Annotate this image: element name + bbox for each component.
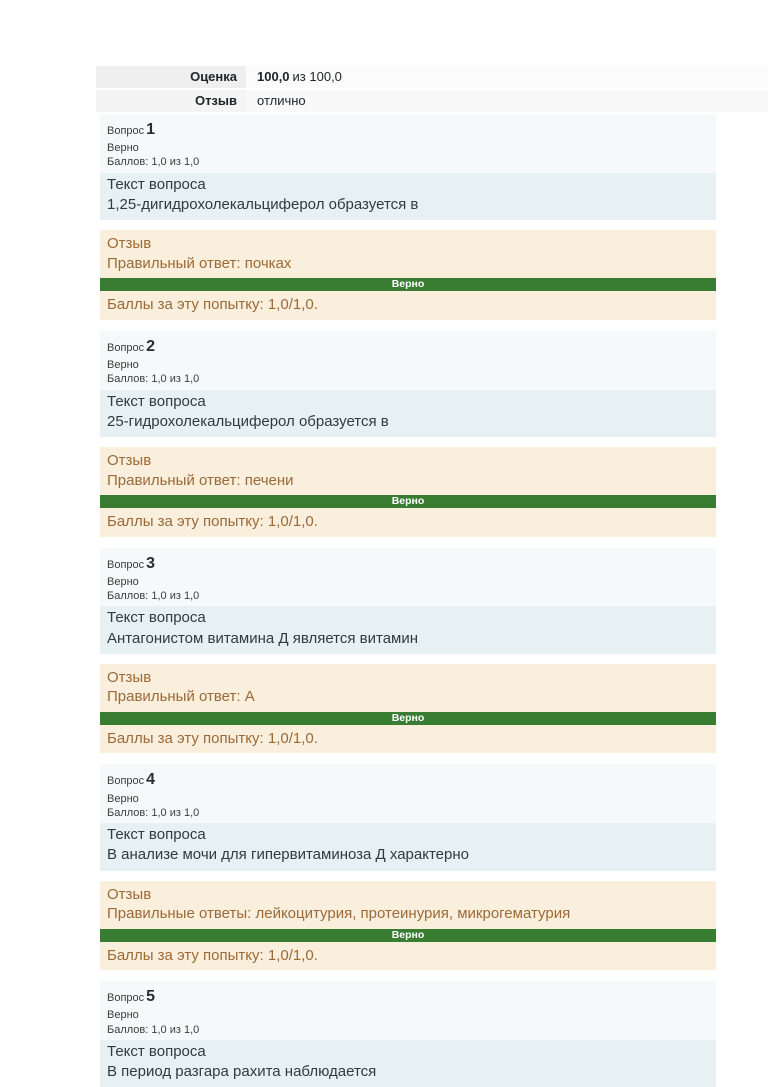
question-text-header: Текст вопроса [107,392,206,410]
question-block-5 [100,981,716,1087]
correct-answer: Правильные ответы: лейкоцитурия, протеинурия, микрогематурия [107,905,571,923]
grade-value-bold: 100,0 [257,69,290,84]
question-number-line [107,118,709,141]
question-number-line [107,985,709,1008]
question-text: 1,25-дигидрохолекальциферол образуется в [107,196,419,214]
grade-row [96,66,768,88]
question-state: Верно [107,142,139,155]
question-text-header: Текст вопроса [107,175,206,193]
question-info [100,331,716,390]
feedback-block [100,881,716,971]
grade-value [246,66,768,88]
question-text-block [100,823,716,871]
feedback-block [100,447,716,537]
question-text-block [100,173,716,221]
correct-answer: Правильный ответ: почках [107,254,292,272]
correct-answer: Правильный ответ: А [107,688,255,706]
question-info [100,764,716,823]
question-marks: Баллов: 1,0 из 1,0 [107,806,200,819]
question-word: Вопрос [107,125,145,137]
question-state: Верно [107,575,139,588]
feedback-header: Отзыв [107,885,152,903]
attempt-marks: Баллы за эту попытку: 1,0/1,0. [107,513,318,531]
question-number: 4 [146,771,156,789]
feedback-block [100,664,716,754]
question-text: В анализе мочи для гипервитаминоза Д характерно [107,846,469,864]
question-number-line [107,768,709,791]
question-info [100,981,716,1040]
feedback-header: Отзыв [107,235,152,253]
question-text-block [100,1040,716,1087]
question-block-2 [100,331,716,537]
question-word: Вопрос [107,558,145,571]
correct-answer: Правильный ответ: печени [107,471,294,489]
question-text-block [100,390,716,438]
correct-state-bar: Верно [100,929,716,942]
question-text-block [100,606,716,654]
question-info [100,548,716,607]
question-number: 1 [146,121,156,138]
question-number-line [107,335,709,358]
grade-value-suffix: из 100,0 [292,69,342,84]
feedback-label: Отзыв [96,90,246,112]
feedback-header: Отзыв [107,452,152,470]
question-state: Верно [107,792,139,805]
grade-label: Оценка [96,66,246,88]
question-number: 3 [146,554,156,572]
correct-state-bar: Верно [100,495,716,508]
question-word: Вопрос [107,341,145,354]
question-text-header: Текст вопроса [107,609,206,627]
quiz-review-page [0,66,768,1081]
question-marks: Баллов: 1,0 из 1,0 [107,156,200,169]
question-state: Верно [107,1009,139,1022]
question-info [100,114,716,173]
feedback-header: Отзыв [107,668,152,686]
question-block-4 [100,764,716,970]
feedback-value: отлично [246,90,768,112]
feedback-block [100,230,716,320]
questions-list [100,114,716,1087]
question-block-1 [100,114,716,320]
question-number-line [107,552,709,575]
question-word: Вопрос [107,775,145,788]
question-text-header: Текст вопроса [107,826,206,844]
question-text: В период разгара рахита наблюдается [107,1063,377,1081]
question-number: 5 [146,988,156,1006]
question-marks: Баллов: 1,0 из 1,0 [107,590,200,603]
question-marks: Баллов: 1,0 из 1,0 [107,373,200,386]
attempt-marks: Баллы за эту попытку: 1,0/1,0. [107,946,318,964]
question-word: Вопрос [107,992,145,1005]
question-text: 25-гидрохолекальциферол образуется в [107,412,389,430]
question-text: Антагонистом витамина Д является витамин [107,629,419,647]
correct-state-bar: Верно [100,278,716,291]
question-text-header: Текст вопроса [107,1042,206,1060]
grade-summary-table [96,66,768,112]
feedback-row [96,90,768,112]
attempt-marks: Баллы за эту попытку: 1,0/1,0. [107,296,318,314]
question-number: 2 [146,337,156,355]
question-marks: Баллов: 1,0 из 1,0 [107,1023,200,1036]
attempt-marks: Баллы за эту попытку: 1,0/1,0. [107,729,318,747]
question-state: Верно [107,358,139,371]
correct-state-bar: Верно [100,712,716,725]
question-block-3 [100,548,716,754]
